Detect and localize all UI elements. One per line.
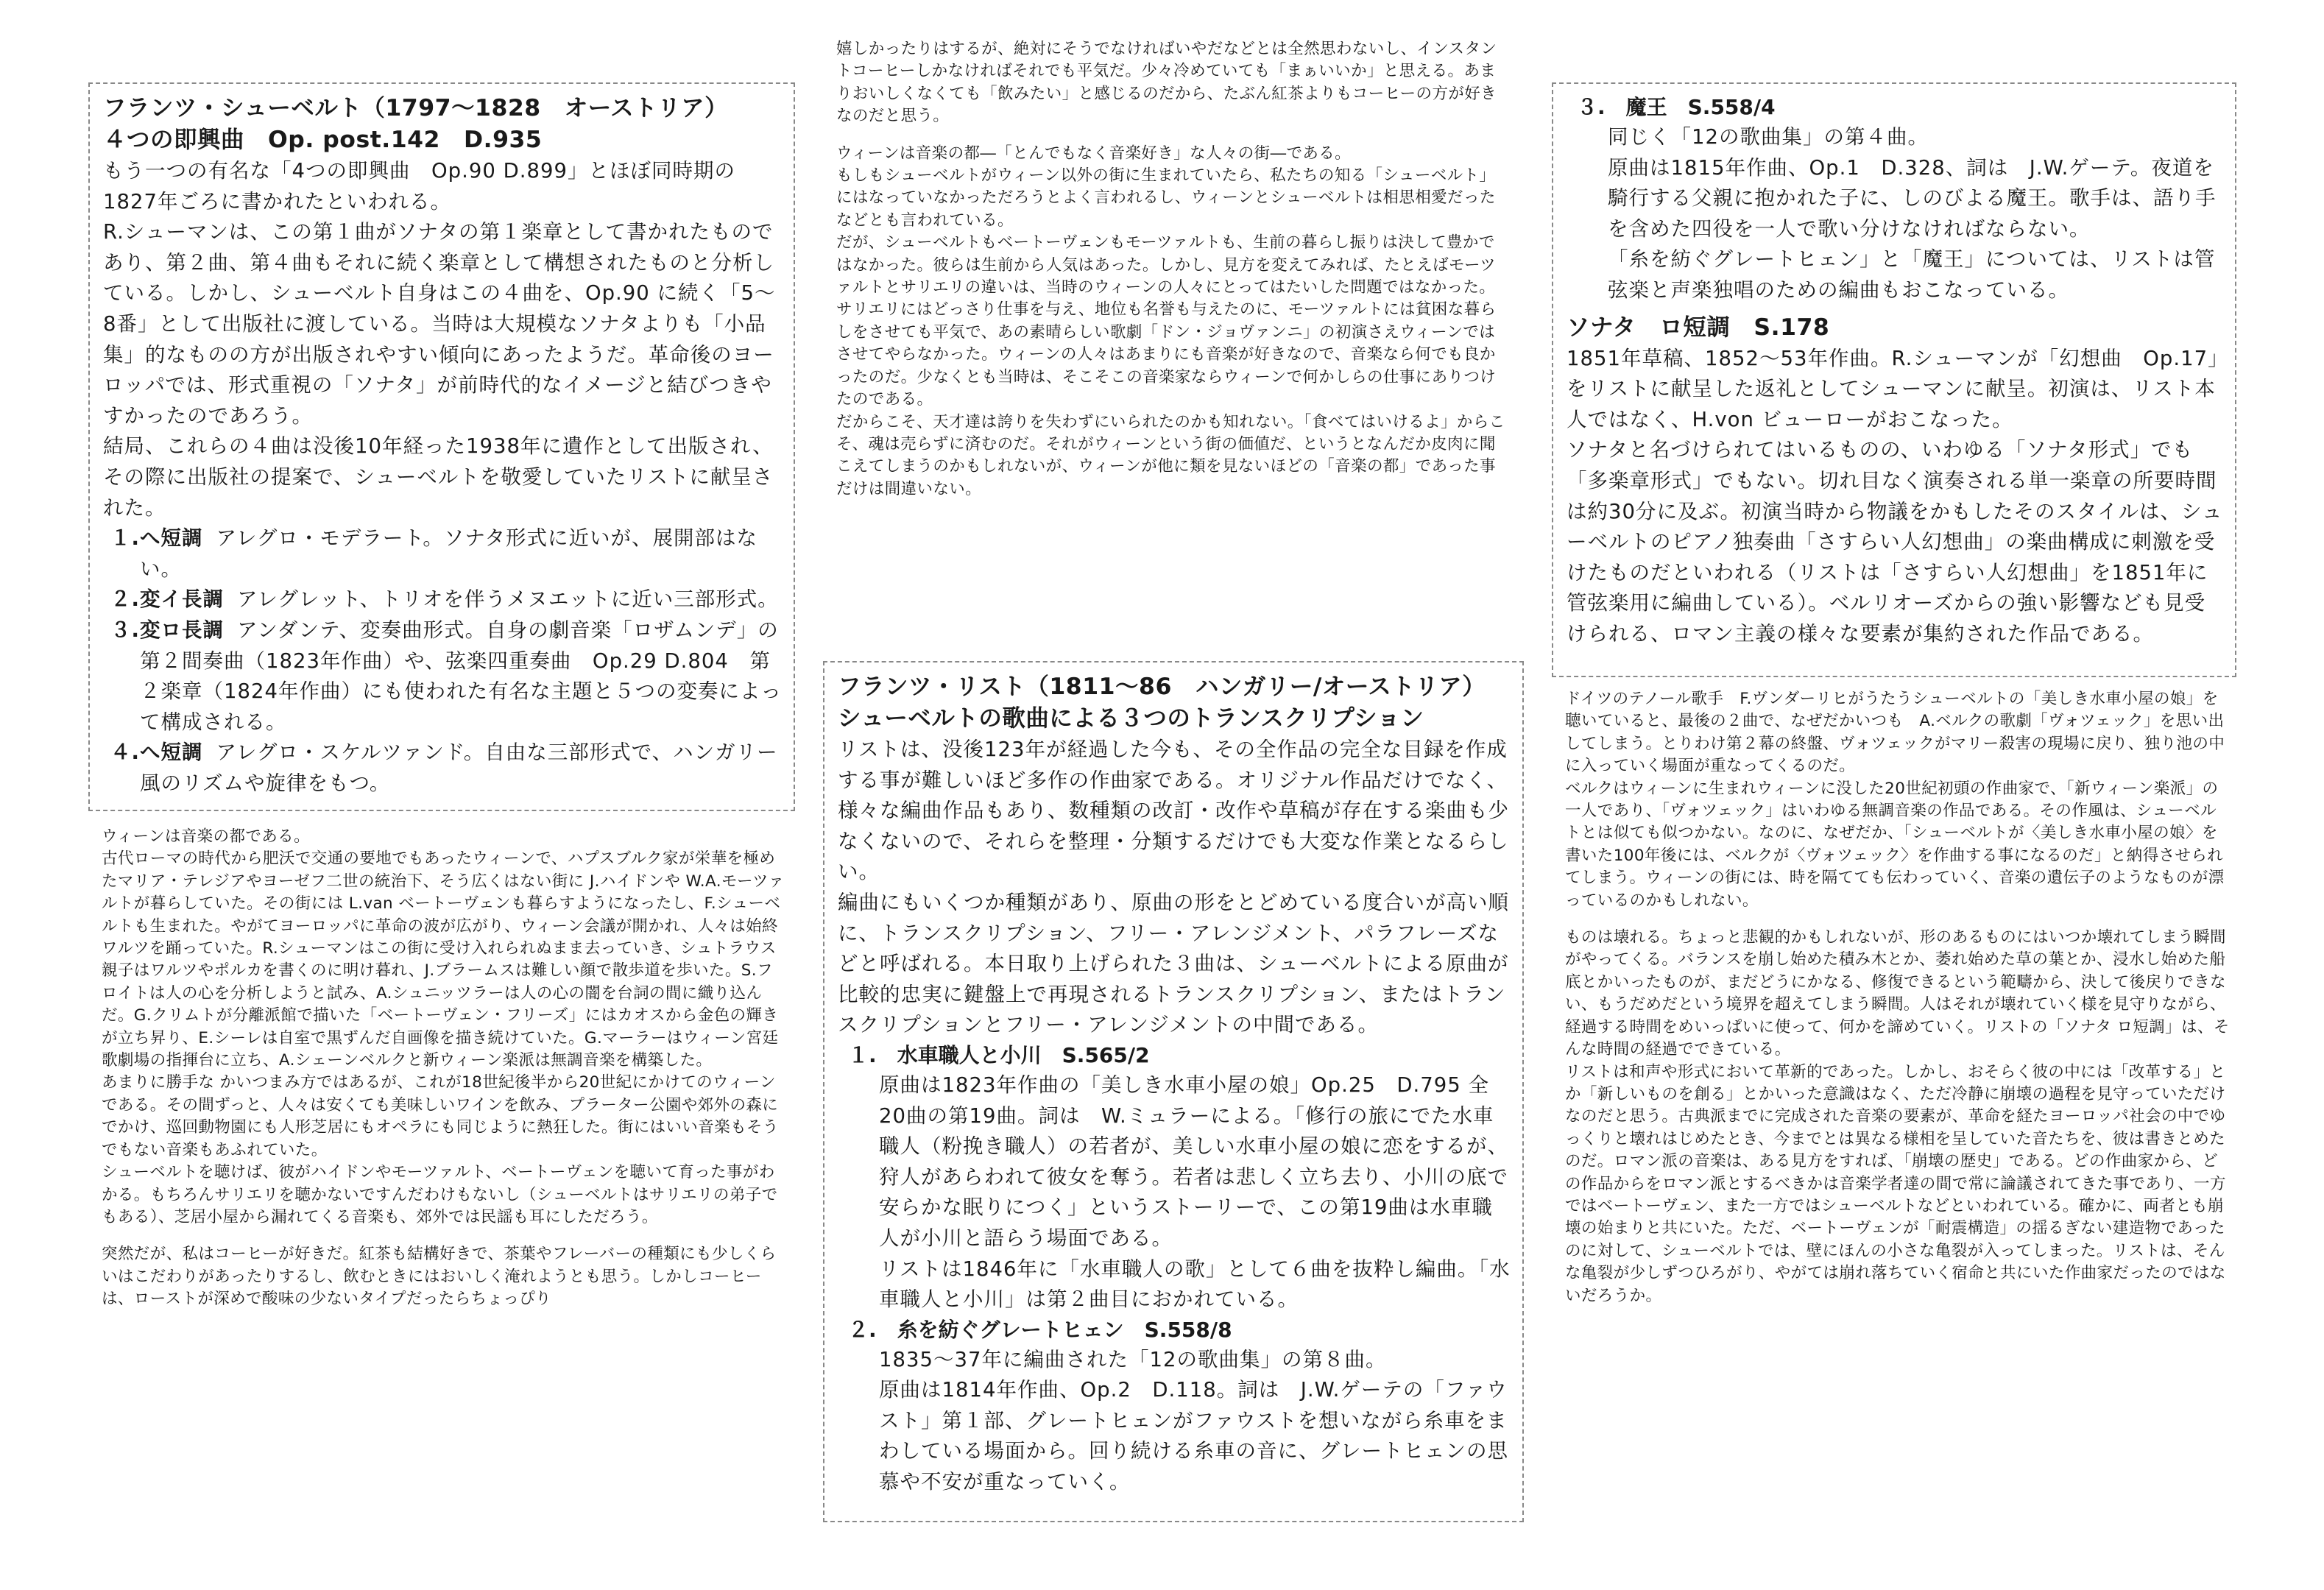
paragraph: 編曲にもいくつか種類があり、原曲の形をとどめている度合いが高い順に、トランスクリプション、フリー・アレンジメント、パラフレーズなどと呼ばれる。本日取り上げられた３曲は、シューベルトによる原曲が比較的忠実に鍵盤上で再現されるトランスクリプション、またはトランスクリプションとフリー・アレンジメントの中間である。	[838, 890, 1509, 1037]
essay-paragraph: シューベルトを聴けば、彼がハイドンやモーツァルト、ベートーヴェンを聴いて育った事がわかる。もちろんサリエリを聴かないですんだわけもないし（シューベルトはサリエリの弟子でもある）、芝居小屋から漏れてくる音楽も、郊外では民謡も耳にしただろう。	[102, 1163, 778, 1226]
essay-paragraph: ものは壊れる。ちょっと悲観的かもしれないが、形のあるものにはいつか壊れてしまう瞬間がやってくる。バランスを崩し始めた積み木とか、萎れ始めた草の葉とか、浸水し始めた船底とかいったものが、まだどうにかなる、修復できるという範疇から、決して後戻りできない、もうだめだという境界を超えてしまう瞬間。人はそれが壊れていく様を見守りながら、経過する時間をめいっぱいに使って、何かを諦めていく。リストの「ソナタ ロ短調」は、そんな時間の経過でできている。	[1565, 928, 2230, 1059]
essay-vienna	[102, 826, 786, 1311]
song-paragraph: 原曲は1823年作曲の「美しき水車小屋の娘」Op.25 D.795 全20曲の第19曲。詞は W.ミュラーによる。「修行の旅にでた水車職人（粉挽き職人）の若者が、美しい水車小屋の娘に恋をするが、狩人があらわれて彼女を奪う。若者は悲しく立ち去り、小川の底で安らかな眠りにつく」というストーリーで、この第19曲は水車職人が小川と語らう場面である。	[879, 1073, 1508, 1250]
essay-paragraph: ドイツのテノール歌手 F.ヴンダーリヒがうたうシューベルトの「美しき水車小屋の娘」を聴いていると、最後の２曲で、なぜだかいつも A.ベルクの歌劇「ヴォツェック」を思い出してしまう。とりわけ第２幕の終盤、ヴォツェックがマリー殺害の現場に戻り、独り池の中に入っていく場面が重なってくるのだ。	[1565, 690, 2225, 776]
work-title: ４つの即興曲 Op. post.142 D.935	[103, 127, 543, 153]
essay-paragraph: あまりに勝手な かいつまみ方ではあるが、これが18世紀後半から20世紀にかけてのウィーンである。その間ずっと、人々は安くても美味しいワインを飲み、プラーター公園や郊外の森にでかけ、巡回動物園にも人形芝居にもオペラにも同じように熱狂した。街にはいい音楽もそうでもない音楽もあふれていた。	[102, 1073, 779, 1159]
essay-paragraph: だからこそ、天才達は誇りを失わずにいられたのかも知れない。「食べてはいけるよ」からこそ、魂は売らずに済むのだ。それがウィーンという街の価値だ、というとなんだか皮肉に聞こえてしまうのかもしれないが、ウィーンが他に類を見ないほどの「音楽の都」であった事だけは間違いない。	[836, 412, 1505, 498]
column-right	[1552, 0, 2236, 1590]
essay-paragraph: 突然だが、私はコーヒーが好きだ。紅茶も結構好きで、茶葉やフレーバーの種類にも少しくらいはこだわりがあったりするし、飲むときにはおいしく淹れようとも思う。しかしコーヒーは、ローストが深めで酸味の少ないタイプだったらちょっぴり	[102, 1245, 777, 1309]
essay-paragraph: リストは和声や形式において革新的であった。しかし、おそらく彼の中には「改革する」とか「新しいものを創る」とかいった意識はなく、ただ冷静に崩壊の過程を見守っていただけなのだと思う。古典派までに完成された音楽の要素が、革命を経たヨーロッパ社会の中でゆっくりと壊れはじめたとき、今までとは異なる様相を呈していた音たちを、彼は書きとめたのだ。ロマン派の音楽は、ある見方をすれば、「崩壊の歴史」である。どの作曲家から、どの作品からをロマン派とするべきかは音楽学者達の間で常に論議されてきた事であり、一方ではベートーヴェン、また一方ではシューベルトなどといわれている。確かに、両者とも崩壊の始まりと共にいた。ただ、ベートーヴェンが「耐震構造」の揺るぎない建造物であったのに対して、シューベルトでは、壁にほんの小さな亀裂が入ってしまった。リストは、そんな亀裂が少しずつひろがり、やがては崩れ落ちていく宿命と共にいた作曲家だったのではないだろうか。	[1565, 1062, 2226, 1305]
essay-paragraph: ベルクはウィーンに生まれウィーンに没した20世紀初頭の作曲家で、「新ウィーン楽派」の一人であり、「ヴォツェック」はいわゆる無調音楽の作品である。その作風は、シューベルトとは似ても似つかない。なのに、なぜだか、「シューベルトが〈美しき水車小屋の娘〉を書いた100年後には、ベルクが〈ヴォツェック〉を作曲する事になるのだ」と納得させられてしまう。ウィーンの街には、時を隔てても伝わっていく、音楽の遺伝子のようなものが漂っているのかもしれない。	[1565, 779, 2225, 910]
paragraph: ソナタと名づけられてはいるものの、いわゆる「ソナタ形式」でも「多楽章形式」でもない。切れ目なく演奏される単一楽章の所要時間は約30分に及ぶ。初演当時から物議をかもしたそのスタイルは、シューベルトのピアノ独奏曲「さすらい人幻想曲」の楽曲構成に刺激を受けたものだといわれる（リストは「さすらい人幻想曲」を1851年に管弦楽用に編曲している）。ベルリオーズからの強い影響なども見受けられる、ロマン主義の様々な要素が集約された作品である。	[1567, 438, 2223, 646]
paragraph: R.シューマンは、この第１曲がソナタの第１楽章として書かれたものであり、第２曲、第４曲もそれに続く楽章として構想されたものと分析している。しかし、シューベルト自身はこの４曲を、Op.90 に続く「5～8番」として出版社に渡している。当時は大規模なソナタよりも「小品集」的なものの方が出版されやすい傾向にあったようだ。革命後のヨーロッパでは、形式重視の「ソナタ」が前時代的なイメージと結びつきやすかったのであろう。	[103, 220, 776, 428]
song-heading: ２. 糸を紡ぐグレートヒェン S.558/8	[848, 1317, 1232, 1342]
column-left	[88, 0, 795, 1590]
movement-item: １. へ短調 アレグロ・モデラート。ソナタ形式に近いが、展開部はない。	[110, 526, 757, 581]
schubert-program-box	[88, 82, 795, 811]
song-paragraph: リストは1846年に「水車職人の歌」として６曲を抜粋し編曲。「水車職人と小川」は第２曲目におかれている。	[879, 1257, 1511, 1312]
song-paragraph: 原曲は1814年作曲、Op.2 D.118。詞は J.W.ゲーテの「ファウスト」第１部、グレートヒェンがファウストを想いながら糸車をまわしている場面から。回り続ける糸車の音に、グレートヒェンの思慕や不安が重なっていく。	[879, 1378, 1508, 1494]
work-title: シューベルトの歌曲による３つのトランスクリプション	[838, 705, 1424, 732]
paragraph: 結局、これらの４曲は没後10年経った1938年に遺作として出版され、その際に出版社の提案で、シューベルトを敬愛していたリストに献呈された。	[103, 434, 774, 520]
song-paragraph: 「糸を紡ぐグレートヒェン」と「魔王」については、リストは管弦楽と声楽独唱のための編曲もおこなっている。	[1608, 247, 2216, 302]
column-middle	[823, 0, 1524, 1590]
essay-paragraph: だが、シューベルトもベートーヴェンもモーツァルトも、生前の暮らし振りは決して豊かではなかった。彼らは生前から人気はあった。しかし、見方を変えてみれば、たとえばモーツァルトとサリエリの違いは、当時のウィーンの人々にとってはたいした問題ではなかった。サリエリにはどっさり仕事を与え、地位も名誉も与えたのに、モーツァルトには貧困な暮らしをさせても平気で、あの素晴らしい歌劇「ドン・ジョヴァンニ」の初演さえウィーンではさせてやらなかった。ウィーンの人々はあまりにも音楽が好きなので、音楽なら何でも良かったのだ。少なくとも当時は、そこそこの音楽家ならウィーンで何かしらの仕事にありつけたのである。	[836, 233, 1497, 409]
essay-coffee	[836, 38, 1511, 501]
liszt-program-box	[823, 661, 1524, 1522]
song-heading: ３. 魔王 S.558/4	[1577, 95, 1776, 119]
liszt-continued-box	[1552, 82, 2236, 677]
song-paragraph: 原曲は1815年作曲、Op.1 D.328、詞は J.W.ゲーテ。夜道を騎行する父親に抱かれた子に、しのびよる魔王。歌手は、語り手を含めた四役を一人で歌い分けなければならない。	[1608, 155, 2217, 241]
movement-item: ２. 変イ長調 アレグレット、トリオを伴うメヌエットに近い三部形式。	[110, 587, 779, 612]
movement-item: ４. へ短調 アレグロ・スケルツァンド。自由な三部形式で、ハンガリー風のリズムや旋律をもつ。	[110, 741, 778, 795]
composer-heading: フランツ・シューベルト（1797～1828 オーストリア）	[103, 95, 729, 121]
movement-item: ３. 変ロ長調 アンダンテ、変奏曲形式。自身の劇音楽「ロザムンデ」の第２間奏曲（1823年作曲）や、弦楽四重奏曲 Op.29 D.804 第２楽章（1824年作曲）にも使われた有名な主題と５つの変奏によって構成される。	[110, 618, 782, 734]
essay-paragraph: 嬉しかったりはするが、絶対にそうでなければいやだなどとは全然思わないし、インスタントコーヒーしかなければそれでも平気だ。少々冷めていても「まぁいいか」と思える。あまりおいしくなくても「飲みたい」と感じるのだから、たぶん紅茶よりもコーヒーの方が好きなのだと思う。	[836, 40, 1497, 126]
composer-heading: フランツ・リスト（1811～86 ハンガリー/オーストリア）	[838, 674, 1486, 700]
song-paragraph: 1835～37年に編曲された「12の歌曲集」の第８曲。	[879, 1347, 1387, 1371]
essay-paragraph: もしもシューベルトがウィーン以外の街に生まれていたら、私たちの知る「シューベルト」にはなっていなかっただろうとよく言われるし、ウィーンとシューベルトは相思相愛だったなどとも言われている。	[836, 166, 1496, 230]
movement-list	[103, 523, 782, 799]
work-title: ソナタ ロ短調 S.178	[1567, 314, 1830, 341]
song-paragraph: 同じく「12の歌曲集」の第４曲。	[1608, 125, 1929, 149]
song-heading: １. 水車職人と小川 S.565/2	[848, 1042, 1150, 1067]
paragraph: もう一つの有名な「4つの即興曲 Op.90 D.899」とほぼ同時期の1827年ごろに書かれたといわれる。	[103, 159, 735, 213]
essay-collapse	[1565, 688, 2232, 1307]
paragraph: リストは、没後123年が経過した今も、その全作品の完全な目録を作成する事が難しいほど多作の作曲家である。オリジナル作品だけでなく、様々な編曲作品もあり、数種類の改訂・改作や草稿が存在する楽曲も少なくないので、それらを整理・分類するだけでも大変な作業となるらしい。	[838, 738, 1509, 884]
paragraph: 1851年草稿、1852～53年作曲。R.シューマンが「幻想曲 Op.17」をリストに献呈した返礼としてシューマンに献呈。初演は、リスト本人ではなく、H.von ビューローがおこなった。	[1567, 346, 2219, 431]
essay-paragraph: ウィーンは音楽の都である。	[102, 827, 310, 846]
essay-paragraph: 古代ローマの時代から肥沃で交通の要地でもあったウィーンで、ハプスブルク家が栄華を極めたマリア・テレジアやヨーゼフ二世の統治下、そう広くはない街に J.ハイドンや W.A.モーツァルトが暮らしていた。その街には L.van ベートーヴェンも暮らすようになったし、F.シューベルトも生まれた。やがてヨーロッパに革命の波が広がり、ウィーン会議が開かれ、人々は始終ワルツを踊っていた。R.シューマンはこの街に受け入れられぬまま去っていき、シュトラウス親子はワルツやポルカを書くのに明け暮れ、J.ブラームスは難しい顔で散歩道を歩いた。S.フロイトは人の心を分析しようと試み、A.シュニッツラーは人の心の闇を台詞の間に織り込んだ。G.クリムトが分離派館で描いた「ベートーヴェン・フリーズ」にはカオスから金色の輝きが立ち昇り、E.シーレは自室で黒ずんだ自画像を描き続けていた。G.マーラーはウィーン宮廷歌劇場の指揮台に立ち、A.シェーンベルクと新ウィーン楽派は無調音楽を構築した。	[102, 849, 785, 1070]
essay-paragraph: ウィーンは音楽の都―「とんでもなく音楽好き」な人々の街―である。	[836, 144, 1352, 163]
